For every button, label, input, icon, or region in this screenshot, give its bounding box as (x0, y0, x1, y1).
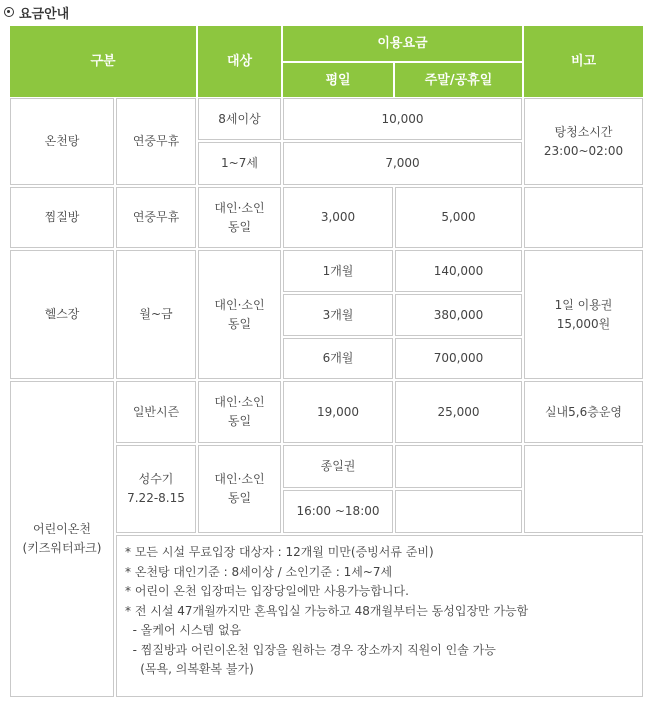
gym-target: 대인·소인 동일 (198, 250, 281, 379)
hotspring-price-child: 7,000 (283, 142, 522, 185)
hotspring-target-child: 1~7세 (198, 142, 281, 185)
note-line: (목욕, 의복환복 불가) (125, 662, 254, 676)
gym-days: 월~금 (116, 250, 196, 379)
note-line: - 올케어 시스템 없음 (125, 623, 242, 637)
kids-peak-note (524, 445, 643, 533)
gym-note: 1일 이용권 15,000원 (524, 250, 643, 379)
kids-peak-time-price (395, 490, 522, 533)
header-weekday: 평일 (283, 63, 393, 97)
kids-regular-note: 실내5,6층운영 (524, 381, 643, 443)
hotspring-days: 연중무휴 (116, 98, 196, 185)
kids-peak-allday-label: 종일권 (283, 445, 393, 488)
circle-bullet-icon (4, 7, 14, 17)
hotspring-price-adult: 10,000 (283, 98, 522, 140)
sauna-weekend-price: 5,000 (395, 187, 522, 248)
sauna-weekday-price: 3,000 (283, 187, 393, 248)
notes-box (116, 535, 643, 697)
kids-regular-weekend-price: 25,000 (395, 381, 522, 443)
note-line: * 어린이 온천 입장떠는 입장당일에만 사용가능합니다. (125, 584, 409, 598)
header-category: 구분 (10, 26, 196, 97)
gym-name: 헬스장 (10, 250, 114, 379)
sauna-days: 연중무휴 (116, 187, 196, 248)
section-title (4, 3, 69, 21)
note-line: * 전 시설 47개월까지만 혼욕입실 가능하고 48개월부터는 동성입장만 가능함 (125, 603, 529, 618)
note-line: * 온천탕 대인기준 : 8세이상 / 소인기준 : 1세~7세 (125, 564, 393, 579)
header-weekend: 주말/공휴일 (395, 63, 522, 97)
gym-6month-label: 6개월 (283, 338, 393, 379)
gym-1month-label: 1개월 (283, 250, 393, 292)
kids-peak-allday-price (395, 445, 522, 488)
kids-peak-target: 대인·소인 동일 (198, 445, 281, 533)
note-line: * 모든 시설 무료입장 대상자 : 12개월 미만(증빙서류 준비) (125, 545, 434, 559)
kids-regular-season: 일반시즌 (116, 381, 196, 443)
hotspring-target-adult: 8세이상 (198, 98, 281, 140)
header-fee: 이용요금 (283, 26, 522, 61)
kids-peak-season: 성수기 7.22-8.15 (116, 445, 196, 533)
hotspring-name: 온천탕 (10, 98, 114, 185)
hotspring-note: 탕청소시간 23:00~02:00 (524, 98, 643, 185)
header-note: 비고 (524, 26, 643, 97)
kids-peak-time-label: 16:00 ~18:00 (283, 490, 393, 533)
note-line: - 찜질방과 어린이온천 입장을 원하는 경우 장소까지 직원이 인솔 가능 (125, 642, 496, 657)
kids-regular-target: 대인·소인 동일 (198, 381, 281, 443)
gym-1month-price: 140,000 (395, 250, 522, 292)
sauna-note (524, 187, 643, 248)
sauna-name: 찜질방 (10, 187, 114, 248)
sauna-target: 대인·소인 동일 (198, 187, 281, 248)
section-title-text: 요금안내 (19, 6, 70, 22)
gym-3month-label: 3개월 (283, 294, 393, 336)
kids-regular-weekday-price: 19,000 (283, 381, 393, 443)
gym-3month-price: 380,000 (395, 294, 522, 336)
kids-name: 어린이온천 (키즈워터파크) (10, 381, 114, 697)
gym-6month-price: 700,000 (395, 338, 522, 379)
header-target: 대상 (198, 26, 281, 97)
